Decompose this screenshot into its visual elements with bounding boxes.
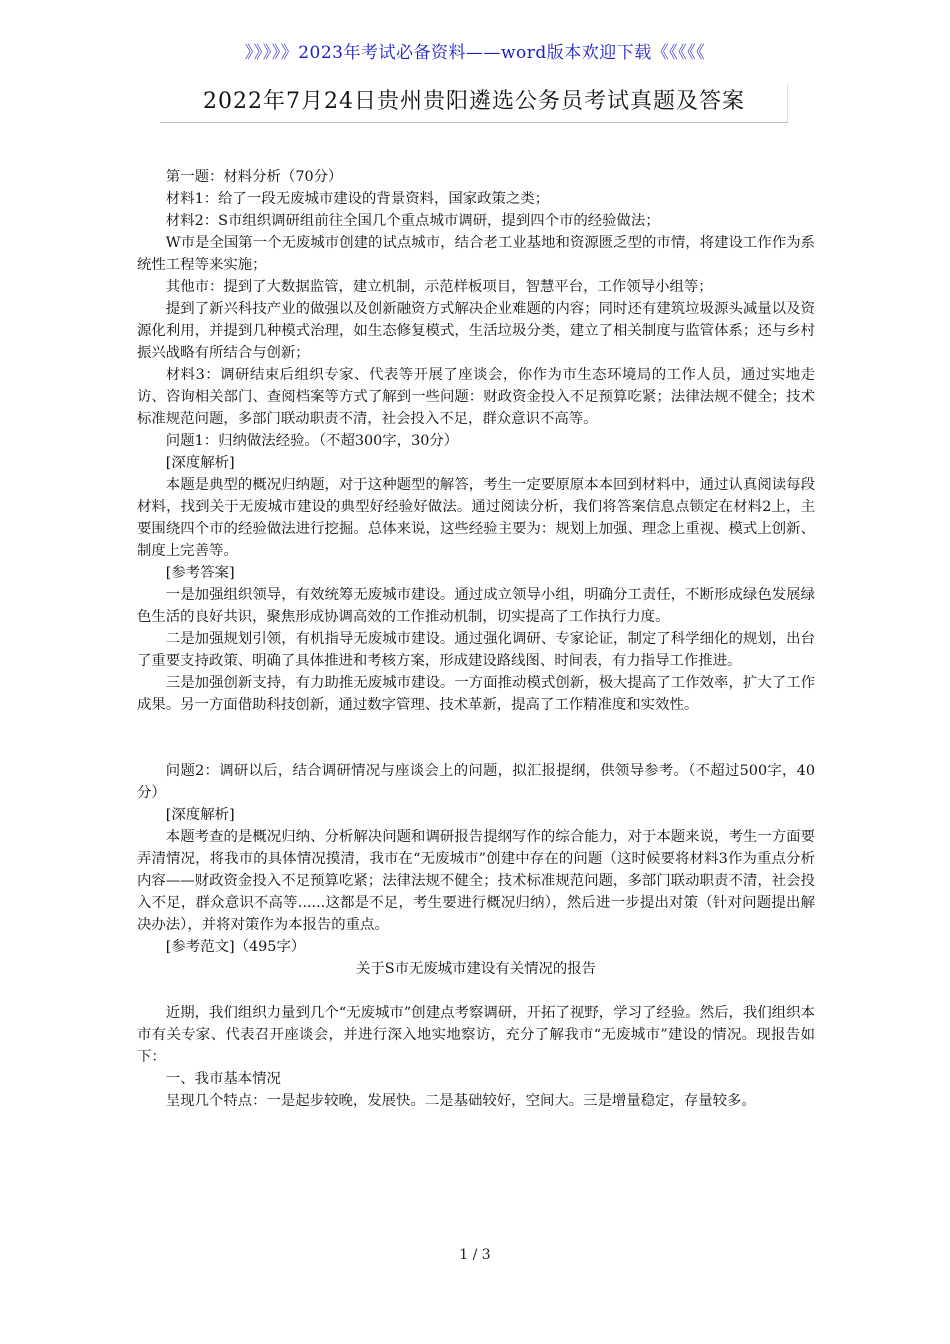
body-paragraph: 材料2：S市组织调研组前往全国几个重点城市调研，提到四个市的经验做法；	[165, 213, 660, 229]
body-paragraph: 三是加强创新支持，有力助推无废城市建设。一方面推动模式创新，极大提高了工作效率，扩大了工作成果。另一方面借助科技创新，通过数字管理、技术革新，提高了工作精准度和实效性。	[137, 675, 815, 713]
title-divider	[160, 122, 788, 123]
body-paragraph: 第一题：材料分析（70分）	[165, 169, 343, 185]
body-paragraph: 材料3：调研结束后组织专家、代表等开展了座谈会，你作为市生态环境局的工作人员，通过实地走访、咨询相关部门、查阅档案等方式了解到一些问题：财政资金投入不足预算吃紧；法律法规不健全；技术标准规范问题，多部门联动职责不清，社会投入不足，群众意识不高等。	[137, 367, 815, 427]
document-body	[137, 166, 815, 1112]
body-paragraph: 一、我市基本情况	[165, 1071, 281, 1087]
document-title: 2022年7月24日贵州贵阳遴选公务员考试真题及答案	[203, 89, 745, 114]
body-paragraph: 其他市：提到了大数据监管，建立机制，示范样板项目，智慧平台，工作领导小组等；	[165, 279, 713, 295]
page-number: 1 / 3	[459, 1247, 491, 1263]
download-banner[interactable]: 》》》》》2023年考试必备资料——word版本欢迎下载《《《《《	[244, 43, 706, 63]
body-paragraph: 一是加强组织领导，有效统筹无废城市建设。通过成立领导小组，明确分工责任，不断形成绿色发展绿色生活的良好共识，聚焦形成协调高效的工作推动机制，切实提高了工作执行力度。	[137, 587, 815, 625]
body-paragraph: [参考范文]（495字）	[165, 939, 306, 955]
body-paragraph: 材料1：给了一段无废城市建设的背景资料，国家政策之类；	[165, 191, 550, 207]
body-paragraph: W市是全国第一个无废城市创建的试点城市，结合老工业基地和资源匮乏型的市情，将建设工作作为系统性工程等来实施；	[137, 235, 815, 273]
body-paragraph: 问题2：调研以后，结合调研情况与座谈会上的问题，拟汇报提纲，供领导参考。（不超过500字，40分）	[137, 763, 815, 801]
body-paragraph: [深度解析]	[165, 455, 235, 471]
body-paragraph: 提到了新兴科技产业的做强以及创新融资方式解决企业难题的内容；同时还有建筑垃圾源头减量以及资源化利用，并提到几种模式治理，如生态修复模式，生活垃圾分类，建立了相关制度与监管体系；还与乡村振兴战略有所结合与创新；	[137, 301, 815, 361]
body-paragraph: 呈现几个特点：一是起步较晚，发展快。二是基础较好，空间大。三是增量稳定，存量较多。	[165, 1093, 756, 1109]
body-paragraph: 问题1：归纳做法经验。（不超300字，30分）	[165, 433, 459, 449]
body-paragraph: 本题是典型的概况归纳题，对于这种题型的解答，考生一定要原原本本回到材料中，通过认真阅读每段材料，找到关于无废城市建设的典型好经验好做法。通过阅读分析，我们将答案信息点锁定在材料2上，主要围绕四个市的经验做法进行挖掘。总体来说，这些经验主要为：规划上加强、理念上重视、模式上创新、制度上完善等。	[137, 477, 815, 559]
title-divider-vertical	[787, 84, 788, 122]
body-paragraph: 二是加强规划引领，有机指导无废城市建设。通过强化调研、专家论证，制定了科学细化的规划，出台了重要支持政策、明确了具体推进和考核方案，形成建设路线图、时间表，有力指导工作推进。	[137, 631, 815, 669]
body-paragraph: 本题考查的是概况归纳、分析解决问题和调研报告提纲写作的综合能力，对于本题来说，考生一方面要弄清情况，将我市的具体情况摸清，我市在“无废城市”创建中存在的问题（这时候要将材料3作为重点分析内容——财政资金投入不足预算吃紧；法律法规不健全；技术标准规范问题，多部门联动职责不清，社会投入不足，群众意识不高等......这都是不足，考生要进行概况归纳），然后进一步提出对策（针对问题提出解决办法），并将对策作为本报告的重点。	[137, 829, 815, 933]
body-paragraph: [参考答案]	[165, 565, 235, 581]
body-paragraph: 近期，我们组织力量到几个“无废城市”创建点考察调研，开拓了视野，学习了经验。然后，我们组织本市有关专家、代表召开座谈会，并进行深入地实地察访，充分了解我市“无废城市”建设的情况。现报告如下：	[137, 1005, 815, 1065]
body-paragraph: 关于S市无废城市建设有关情况的报告	[355, 961, 597, 977]
body-paragraph: [深度解析]	[165, 807, 235, 823]
